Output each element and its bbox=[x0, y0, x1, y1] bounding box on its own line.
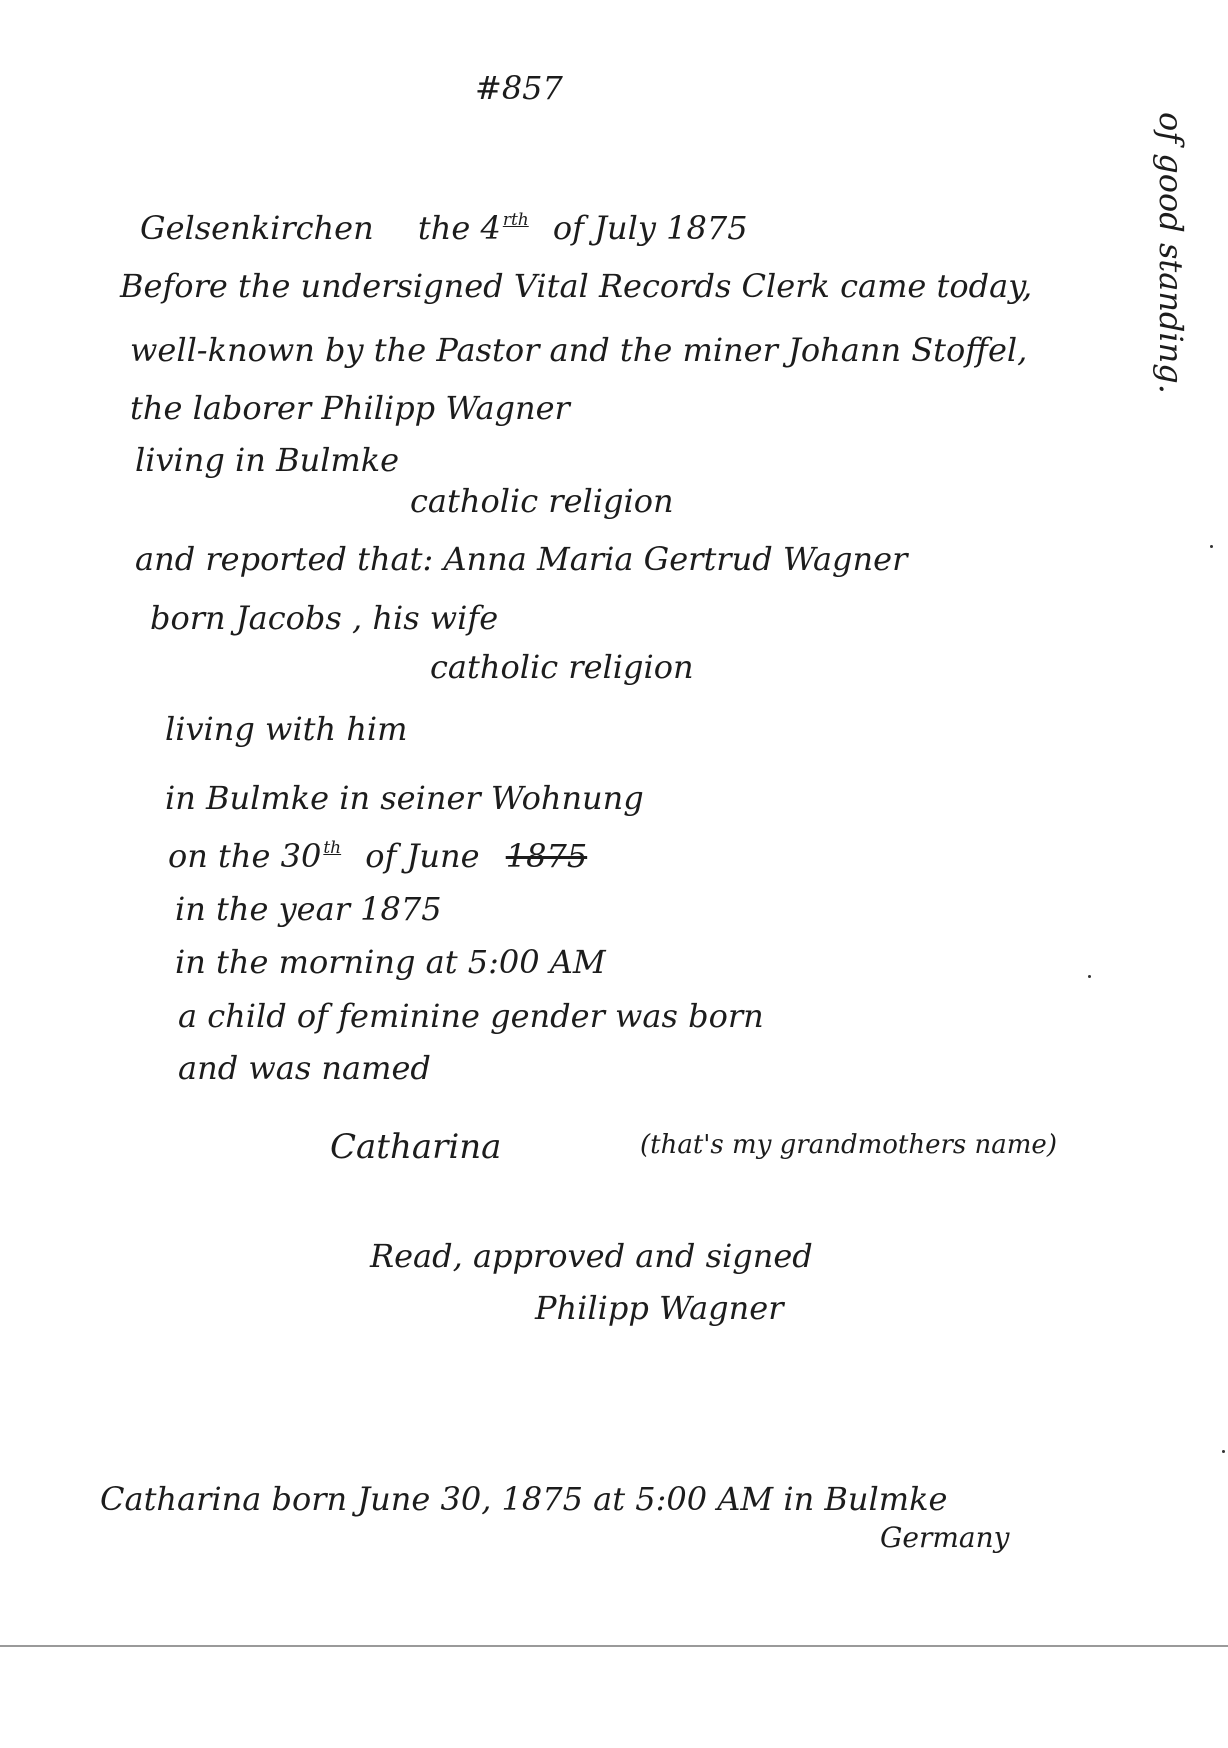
birth-day-suffix: th bbox=[323, 838, 342, 858]
page-edge-line bbox=[0, 1645, 1228, 1647]
record-line: living with him bbox=[165, 710, 408, 748]
record-line-date bbox=[140, 209, 748, 247]
record-line: a child of feminine gender was born bbox=[178, 997, 764, 1035]
record-line: catholic religion bbox=[430, 648, 694, 686]
record-line: born Jacobs , his wife bbox=[150, 599, 499, 637]
birth-month: of June bbox=[365, 837, 480, 875]
struck-year: 1875 bbox=[505, 837, 588, 875]
birth-day: on the 30 bbox=[168, 837, 322, 875]
date-month-year: of July 1875 bbox=[552, 209, 748, 247]
record-line: and reported that: Anna Maria Gertrud Wagner bbox=[135, 540, 908, 578]
margin-note: of good standing. bbox=[1152, 112, 1190, 394]
record-line: Before the undersigned Vital Records Clerk came today, bbox=[120, 267, 1033, 305]
record-line: living in Bulmke bbox=[135, 441, 400, 479]
record-line: in the morning at 5:00 AM bbox=[175, 943, 606, 981]
name-note: (that's my grandmothers name) bbox=[640, 1130, 1057, 1160]
date-day: the 4 bbox=[417, 209, 501, 247]
record-line: the laborer Philipp Wagner bbox=[130, 389, 570, 427]
record-line: and was named bbox=[178, 1049, 431, 1087]
signature-line: Read, approved and signed bbox=[370, 1237, 813, 1275]
record-line: catholic religion bbox=[410, 482, 674, 520]
record-line: in the year 1875 bbox=[175, 890, 442, 928]
place-name: Gelsenkirchen bbox=[140, 209, 374, 247]
paper-speck bbox=[1210, 545, 1213, 548]
summary-country: Germany bbox=[880, 1521, 1010, 1554]
paper-speck bbox=[1088, 975, 1091, 978]
paper-speck bbox=[1222, 1450, 1225, 1453]
record-line-birth-date bbox=[168, 837, 588, 875]
date-day-suffix: rth bbox=[502, 210, 529, 230]
record-line: well-known by the Pastor and the miner Johann Stoffel, bbox=[130, 331, 1028, 369]
record-line: in Bulmke in seiner Wohnung bbox=[165, 779, 644, 817]
signature-name: Philipp Wagner bbox=[535, 1289, 784, 1327]
record-number: #857 bbox=[475, 69, 563, 107]
child-name: Catharina bbox=[330, 1127, 502, 1167]
summary-line: Catharina born June 30, 1875 at 5:00 AM in Bulmke bbox=[100, 1480, 948, 1518]
